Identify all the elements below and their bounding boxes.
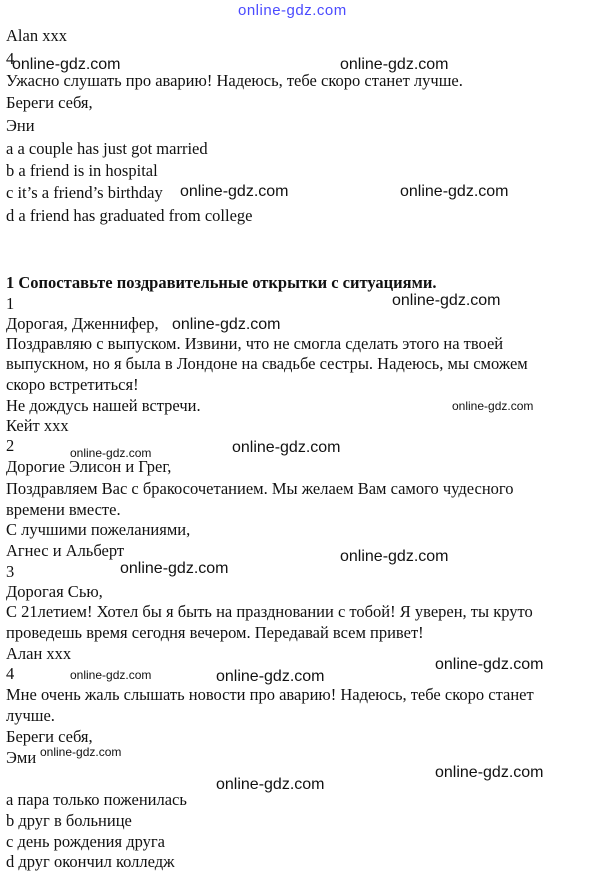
watermark: online-gdz.com: [340, 56, 449, 73]
card2-greeting: Дорогие Элисон и Грег,: [6, 457, 172, 476]
watermark: online-gdz.com: [392, 292, 501, 309]
answer-option-a: a пара только поженилась: [6, 790, 187, 809]
watermark: online-gdz.com: [400, 183, 509, 200]
closing-line: Береги себя,: [6, 93, 93, 112]
watermark: online-gdz.com: [216, 668, 325, 685]
card3-body-line: проведешь время сегодня вечером. Передавай всем привет!: [6, 623, 424, 642]
watermark: online-gdz.com: [12, 56, 121, 73]
card1-greeting: Дорогая, Дженнифер,: [6, 314, 159, 333]
card4-body-line: лучше.: [6, 706, 55, 725]
watermark: online-gdz.com: [340, 548, 449, 565]
card2-signature: Агнес и Альберт: [6, 541, 125, 560]
watermark: online-gdz.com: [435, 656, 544, 673]
card2-body-line: времени вместе.: [6, 500, 121, 519]
watermark: online-gdz.com: [120, 560, 229, 577]
card3-number: 3: [6, 562, 15, 581]
task-heading: 1 Сопоставьте поздравительные открытки с ситуациями.: [6, 273, 437, 292]
card1-number: 1: [6, 294, 15, 313]
card2-body-line: С лучшими пожеланиями,: [6, 520, 191, 539]
card2-body-line: Поздравляем Вас с бракосочетанием. Мы желаем Вам самого чудесного: [6, 479, 514, 498]
name-line: Эни: [6, 116, 35, 135]
card1-signature: Кейт xxx: [6, 416, 69, 435]
card3-signature: Алан xxx: [6, 644, 72, 663]
watermark: online-gdz.com: [40, 745, 122, 759]
card4-body-line: Мне очень жаль слышать новости про аварию! Надеюсь, тебе скоро станет: [6, 685, 534, 704]
answer-option-c: c день рождения друга: [6, 832, 165, 851]
watermark: online-gdz.com: [70, 446, 152, 460]
header-watermark: online-gdz.com: [238, 2, 347, 19]
watermark: online-gdz.com: [216, 776, 325, 793]
watermark: online-gdz.com: [232, 439, 341, 456]
option-a: a a couple has just got married: [6, 139, 208, 158]
signature-alan: Alan xxx: [6, 26, 67, 45]
card1-body-line: Не дождусь нашей встречи.: [6, 396, 201, 415]
card4-text: Ужасно слушать про аварию! Надеюсь, тебе скоро станет лучше.: [6, 71, 463, 90]
watermark: online-gdz.com: [435, 764, 544, 781]
card2-number: 2: [6, 436, 15, 455]
answer-option-b: b друг в больнице: [6, 811, 132, 830]
watermark: online-gdz.com: [70, 668, 152, 682]
card3-greeting: Дорогая Сью,: [6, 582, 103, 601]
card-number-4: 4: [6, 49, 15, 68]
card4-number: 4: [6, 664, 15, 683]
card1-body-line: Поздравляю с выпуском. Извини, что не смогла сделать этого на твоей: [6, 334, 504, 353]
card4-body-line: Береги себя,: [6, 727, 93, 746]
card1-body-line: скоро встретиться!: [6, 375, 139, 394]
watermark: online-gdz.com: [180, 183, 289, 200]
watermark: online-gdz.com: [172, 316, 281, 333]
option-b: b a friend is in hospital: [6, 161, 158, 180]
option-d: d a friend has graduated from college: [6, 206, 253, 225]
option-c: c it’s a friend’s birthday: [6, 183, 163, 202]
card1-body-line: выпускном, но я была в Лондоне на свадьбе сестры. Надеюсь, мы сможем: [6, 354, 528, 373]
card3-body-line: С 21летием! Хотел бы я быть на праздновании с тобой! Я уверен, ты круто: [6, 602, 533, 621]
watermark: online-gdz.com: [452, 399, 534, 413]
card4-signature: Эми: [6, 748, 37, 767]
answer-option-d: d друг окончил колледж: [6, 852, 175, 871]
